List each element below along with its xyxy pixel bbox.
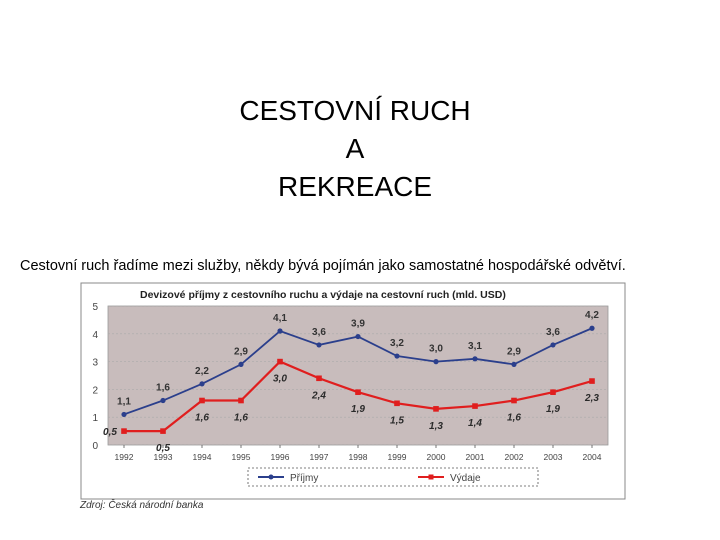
data-label-vydaje: 1,9 (351, 404, 365, 416)
line-chart (80, 282, 626, 500)
y-tick-label: 0 (92, 441, 98, 452)
data-label-vydaje: 1,6 (234, 412, 248, 424)
x-tick-label: 2003 (543, 452, 563, 462)
data-label-vydaje: 0,5 (103, 427, 117, 439)
data-label-vydaje: 3,0 (273, 373, 287, 385)
data-point-vydaje (238, 398, 244, 404)
data-point-prijmy (394, 353, 399, 358)
data-point-prijmy (121, 412, 126, 417)
x-tick-label: 2002 (504, 452, 524, 462)
data-point-vydaje (160, 428, 166, 434)
legend-label: Výdaje (450, 473, 481, 484)
x-tick-label: 1998 (348, 452, 368, 462)
data-point-prijmy (355, 334, 360, 339)
data-point-vydaje (277, 359, 283, 365)
data-label-prijmy: 3,6 (312, 326, 326, 338)
x-tick-label: 2000 (426, 452, 446, 462)
data-label-vydaje: 1,9 (546, 404, 560, 416)
x-tick-label: 1995 (231, 452, 251, 462)
data-label-vydaje: 1,5 (390, 415, 404, 427)
data-label-vydaje: 2,4 (312, 390, 326, 402)
x-tick-label: 1994 (192, 452, 212, 462)
y-tick-label: 5 (92, 302, 98, 313)
data-point-prijmy (472, 356, 477, 361)
data-label-prijmy: 3,9 (351, 318, 365, 330)
data-label-vydaje: 1,3 (429, 420, 443, 432)
x-tick-label: 1997 (309, 452, 329, 462)
data-point-prijmy (277, 328, 282, 333)
legend-swatch-marker (429, 475, 434, 480)
data-point-prijmy (160, 398, 165, 403)
data-point-vydaje (394, 401, 400, 407)
data-label-prijmy: 2,9 (234, 346, 248, 358)
data-label-vydaje: 1,4 (468, 418, 482, 430)
data-label-prijmy: 1,6 (156, 382, 170, 394)
data-point-vydaje (199, 398, 205, 404)
data-label-prijmy: 2,2 (195, 365, 209, 377)
data-point-vydaje (472, 403, 478, 409)
chart-source: Zdroj: Česká národní banka (80, 500, 204, 511)
data-point-prijmy (316, 342, 321, 347)
y-tick-label: 1 (92, 413, 98, 425)
x-tick-label: 2001 (465, 452, 485, 462)
data-point-vydaje (433, 406, 439, 412)
chart-figure (80, 282, 626, 518)
data-point-prijmy (238, 362, 243, 367)
data-label-prijmy: 4,1 (273, 313, 287, 325)
title-line-1: CESTOVNÍ RUCH (239, 95, 471, 126)
data-point-vydaje (355, 389, 361, 395)
data-point-vydaje (511, 398, 517, 404)
data-point-vydaje (316, 375, 322, 381)
chart-title: Devizové příjmy z cestovního ruchu a výdaje na cestovní ruch (mld. USD) (140, 289, 506, 301)
data-point-prijmy (589, 326, 594, 331)
data-point-vydaje (550, 389, 556, 395)
x-tick-label: 1993 (153, 452, 173, 462)
y-tick-label: 3 (92, 357, 98, 369)
x-tick-label: 1992 (114, 452, 134, 462)
data-label-prijmy: 1,1 (117, 396, 131, 408)
x-tick-label: 2004 (582, 452, 602, 462)
data-label-vydaje: 1,6 (195, 412, 209, 424)
data-label-vydaje: 1,6 (507, 412, 521, 424)
y-tick-label: 4 (92, 329, 98, 341)
legend-label: Příjmy (290, 473, 319, 484)
legend-swatch-marker (269, 475, 274, 480)
x-tick-label: 1999 (387, 452, 407, 462)
data-point-prijmy (511, 362, 516, 367)
y-tick-label: 2 (92, 385, 98, 397)
slide-subtitle: Cestovní ruch řadíme mezi služby, někdy bývá pojímán jako samostatné hospodářské odvětví. (20, 258, 626, 274)
data-point-prijmy (550, 342, 555, 347)
data-label-prijmy: 4,2 (585, 310, 599, 322)
slide-title (200, 92, 510, 206)
data-point-vydaje (589, 378, 595, 384)
data-label-prijmy: 3,2 (390, 338, 404, 350)
data-label-vydaje: 0,5 (156, 443, 170, 455)
data-label-prijmy: 3,0 (429, 343, 443, 355)
title-line-2: A (345, 133, 365, 164)
title-line-3: REKREACE (277, 171, 433, 202)
data-label-vydaje: 2,3 (585, 393, 599, 405)
data-label-prijmy: 3,6 (546, 326, 560, 338)
data-point-vydaje (121, 428, 127, 434)
data-point-prijmy (433, 359, 438, 364)
data-point-prijmy (199, 381, 204, 386)
data-label-prijmy: 3,1 (468, 340, 482, 352)
data-label-prijmy: 2,9 (507, 346, 521, 358)
x-tick-label: 1996 (270, 452, 290, 462)
